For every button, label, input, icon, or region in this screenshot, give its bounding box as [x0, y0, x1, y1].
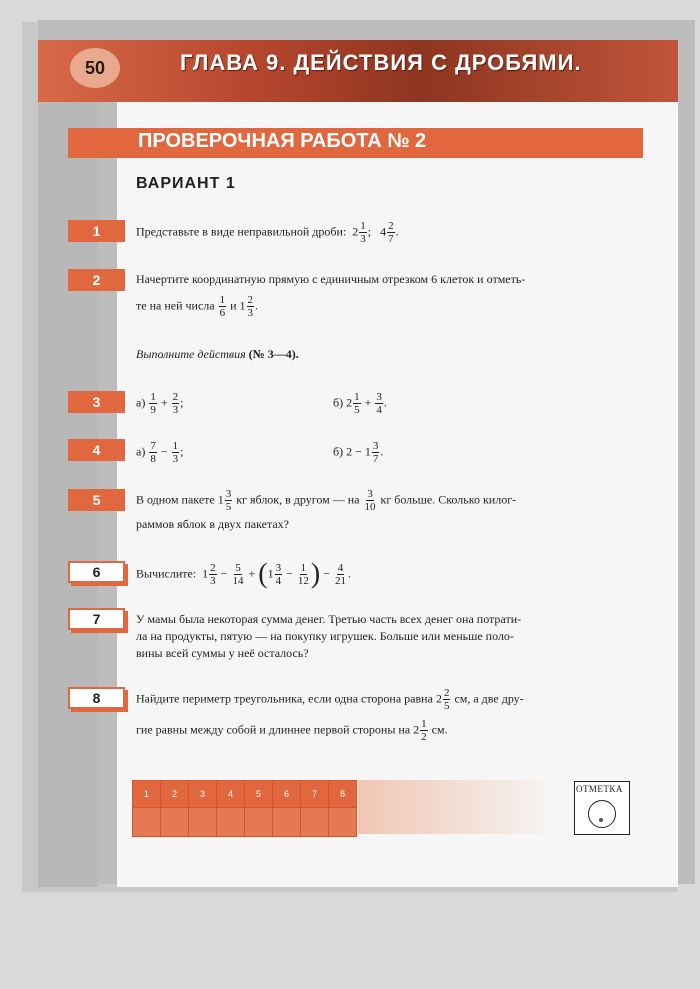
page-number: 50: [70, 48, 120, 88]
task-7-text: [136, 611, 636, 662]
test-title: ПРОВЕРОЧНАЯ РАБОТА № 2: [138, 130, 427, 152]
answer-cell[interactable]: [217, 808, 245, 837]
task-8-part-a: Найдите периметр треугольника, если одна сторона равна: [136, 691, 433, 706]
task-8-text: Найдите периметр треугольника, если одна сторона равна 2 $\frac{2}{5}$ см, а две дру- гие равны между собой и длиннее первой стороны на 2 $\frac{1}{2}$ см.: [136, 687, 524, 743]
task-2-line-1: Начертите координатную прямую с единичным отрезком 6 клеток и отметь-: [136, 272, 526, 286]
task-6-label: Вычислите:: [136, 566, 197, 581]
task-8-part-d: см.: [431, 722, 448, 737]
task-number-2: 2: [68, 269, 125, 291]
task-number-3: 3: [68, 391, 125, 413]
grid-col-6: 6: [273, 781, 301, 808]
task-6-text: Вычислите: 1 $\frac{2}{3}$ − $\frac{5}{14}$ + (1 $\frac{3}{4}$ − $\frac{1}{12}$ ) − $\frac{4}{21}$ .: [136, 558, 351, 590]
task-7-line-2: ла на продукты, пятую — на покупку игрушек. Больше или меньше поло-: [136, 629, 514, 643]
task-2-line-2: те на ней числа: [136, 298, 215, 313]
task-4-b-label: б): [333, 444, 344, 459]
task-4-a-label: а): [136, 444, 146, 459]
grid-col-2: 2: [161, 781, 189, 808]
task-2-and: и: [230, 298, 237, 313]
task-8-part-b: см, а две дру-: [454, 691, 524, 706]
answer-cell[interactable]: [133, 808, 161, 837]
answer-cell[interactable]: [273, 808, 301, 837]
instruction: [136, 343, 299, 365]
task-number-6: 6: [68, 561, 125, 583]
chapter-title: ГЛАВА 9. ДЕЙСТВИЯ С ДРОБЯМИ.: [180, 50, 582, 75]
task-number-5: 5: [68, 489, 125, 511]
instruction-text: Выполните действия: [136, 347, 246, 361]
task-8-part-c: гие равны между собой и длиннее первой стороны на: [136, 722, 411, 737]
variant-heading: ВАРИАНТ 1: [136, 175, 236, 192]
grid-col-5: 5: [245, 781, 273, 808]
answer-cell[interactable]: [161, 808, 189, 837]
grid-col-1: 1: [133, 781, 161, 808]
task-7-line-3: вины всей суммы у неё осталось?: [136, 646, 309, 660]
grade-circle: [588, 800, 616, 828]
task-1-label: Представьте в виде неправильной дроби:: [136, 224, 347, 239]
task-4-b: б) 2 − 1 $\frac{3}{7}$ .: [333, 440, 384, 465]
answer-cell[interactable]: [189, 808, 217, 837]
task-number-8: 8: [68, 687, 125, 709]
task-3-b-label: б): [333, 395, 344, 410]
task-4-a: а) $\frac{7}{8}$ − $\frac{1}{3}$ ;: [136, 440, 184, 465]
grid-fade-band: [358, 780, 558, 834]
task-3-b: б) 2 $\frac{1}{5}$ + $\frac{3}{4}$ .: [333, 391, 387, 416]
instruction-ref: (№ 3—4).: [248, 347, 299, 361]
task-2-text: Начертите координатную прямую с единичным отрезком 6 клеток и отметь- те на ней числа $\frac{1}{6}$ и 1 $\frac{2}{3}$ .: [136, 268, 636, 319]
task-number-7: 7: [68, 608, 125, 630]
grade-label: ОТМЕТКА: [576, 784, 623, 794]
task-5-part-a: В одном пакете: [136, 492, 215, 507]
task-3-a: а) $\frac{1}{9}$ + $\frac{2}{3}$ ;: [136, 391, 184, 416]
task-3-a-label: а): [136, 395, 146, 410]
answer-cell[interactable]: [329, 808, 357, 837]
task-5-line-2: раммов яблок в двух пакетах?: [136, 517, 289, 531]
task-7-line-1: У мамы была некоторая сумма денег. Третью часть всех денег она потрати-: [136, 612, 522, 626]
task-number-1: 1: [68, 220, 125, 242]
grade-dot: [599, 818, 603, 822]
answer-cell[interactable]: [301, 808, 329, 837]
answer-cell[interactable]: [245, 808, 273, 837]
task-5-part-c: кг больше. Сколько килог-: [380, 492, 517, 507]
task-5-text: В одном пакете 1 $\frac{3}{5}$ кг яблок, в другом — на $\frac{3}{10}$ кг больше. Сколько килог- раммов яблок в двух пакетах?: [136, 488, 636, 535]
task-1-text: Представьте в виде неправильной дроби: 2 $\frac{1}{3}$ ; 4 $\frac{2}{7}$ .: [136, 220, 399, 245]
answer-grid: [132, 780, 357, 837]
task-5-part-b: кг яблок, в другом — на: [236, 492, 360, 507]
grid-col-3: 3: [189, 781, 217, 808]
grid-col-7: 7: [301, 781, 329, 808]
grid-col-4: 4: [217, 781, 245, 808]
grid-col-8: 8: [329, 781, 357, 808]
task-number-4: 4: [68, 439, 125, 461]
